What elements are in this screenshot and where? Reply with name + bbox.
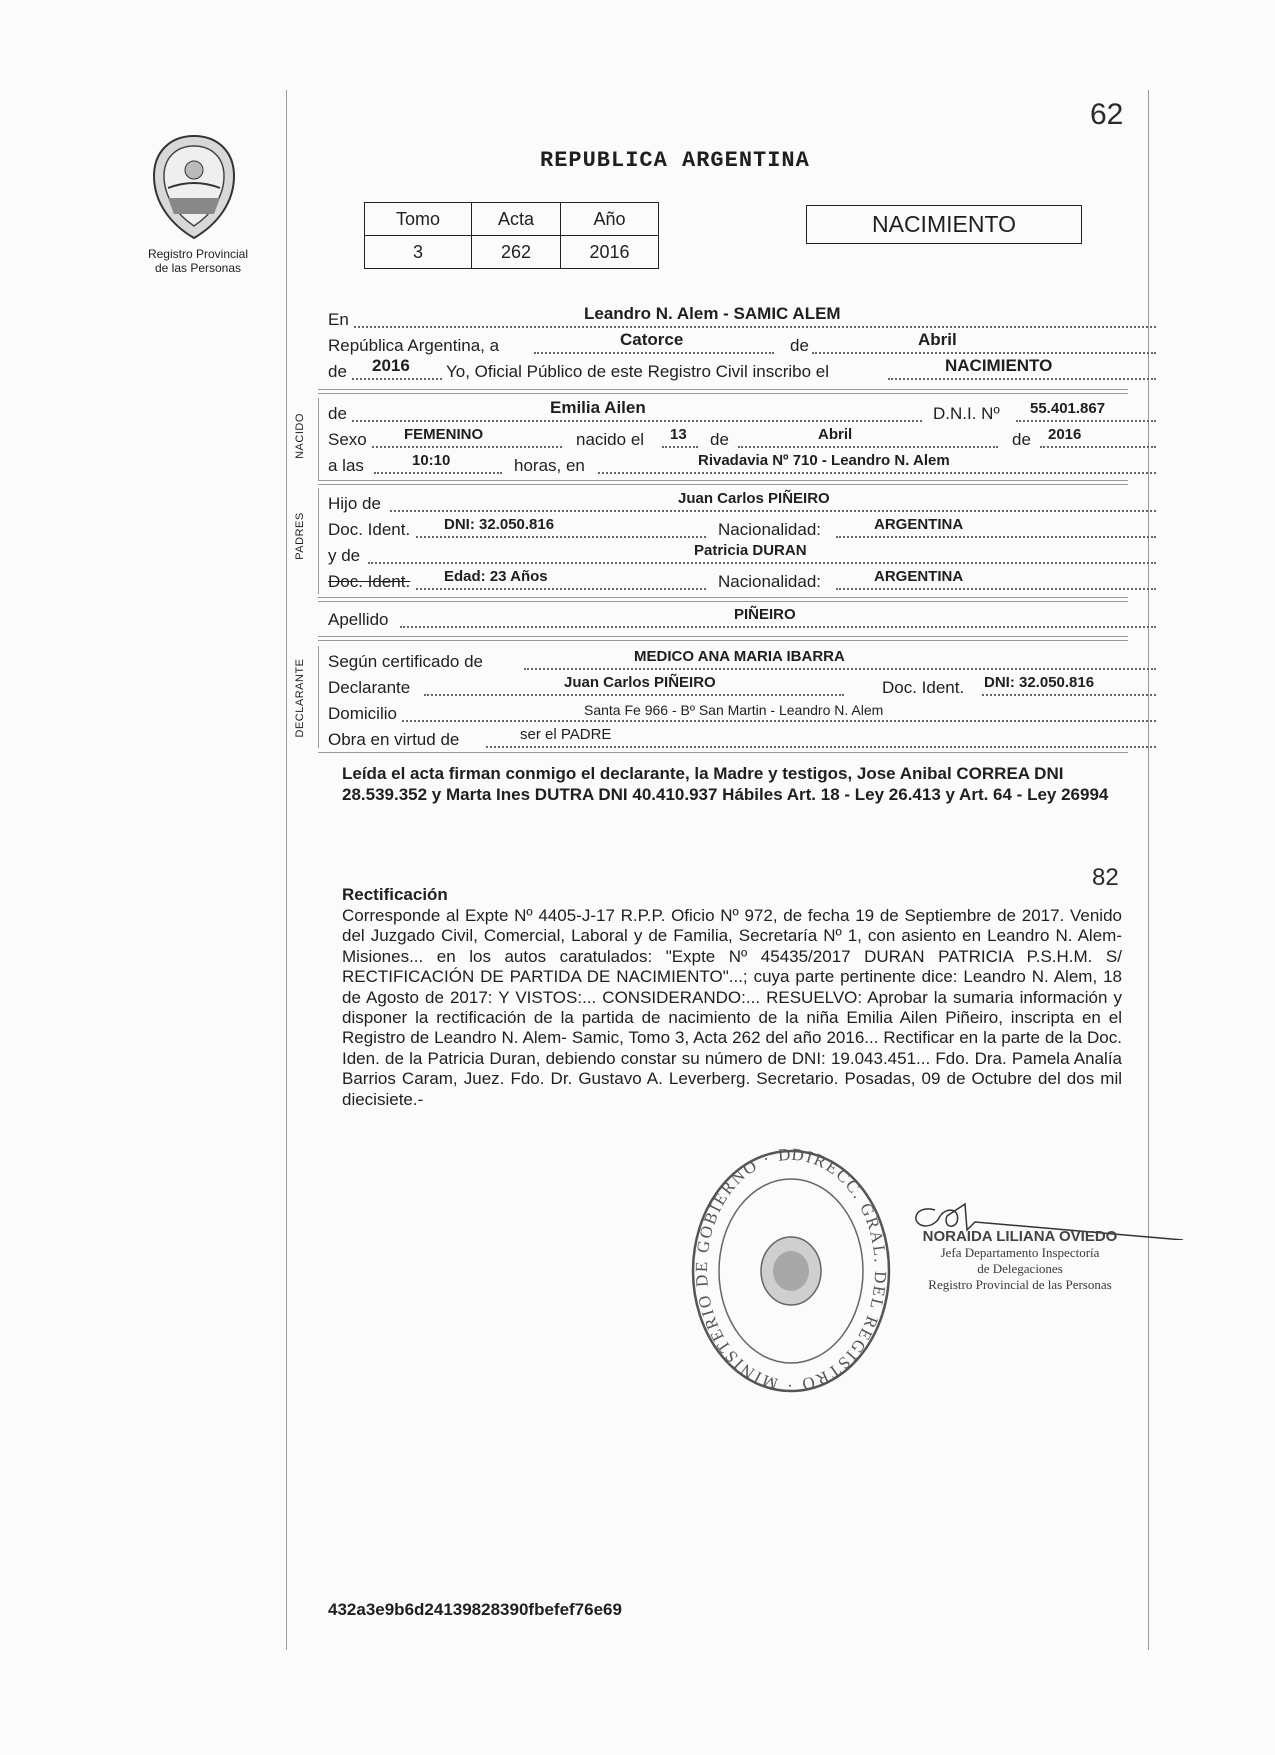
row-certificado — [328, 648, 1128, 674]
decl-doc-label: Doc. Ident. — [882, 678, 965, 697]
oficial-text: Yo, Oficial Público de este Registro Civil inscribo el — [446, 362, 829, 381]
de2-label: de — [328, 362, 347, 381]
mes-value: Abril — [918, 330, 957, 349]
section-divider-3 — [318, 597, 1128, 602]
madre-doc-dots — [416, 588, 706, 590]
apellido-label: Apellido — [328, 610, 389, 629]
tomo-acta-table — [364, 202, 659, 269]
signatory-title-line1: Jefa Departamento Inspectoría — [940, 1245, 1100, 1260]
declarante-field-label: Declarante — [328, 678, 411, 697]
dia-value: Catorce — [620, 330, 684, 349]
acta-value: 262 — [472, 236, 561, 269]
hijo-de-label: Hijo de — [328, 494, 381, 513]
anio-header: Año — [560, 203, 658, 236]
domicilio-value: Santa Fe 966 - Bº San Martin - Leandro N. Alem — [584, 702, 884, 718]
dia-nac-dots — [662, 446, 698, 448]
de-label: de — [790, 336, 809, 355]
dia-dots — [534, 352, 774, 354]
padres-label: PADRES — [294, 512, 306, 560]
logo-caption — [128, 247, 268, 275]
stamp-text: DIRECC. GRAL. DEL REGISTRO · MINISTERIO DE GOBIERNO · D — [691, 1146, 891, 1396]
acta-header: Acta — [472, 203, 561, 236]
certificado-value: MEDICO ANA MARIA IBARRA — [634, 648, 845, 665]
certificado-label: Según certificado de — [328, 652, 483, 671]
signatory-title-line2: de Delegaciones — [977, 1261, 1063, 1276]
padre-dots — [390, 510, 1156, 512]
domicilio-label: Domicilio — [328, 704, 397, 723]
row-domicilio — [328, 700, 1128, 726]
anio-inscripcion-value: 2016 — [372, 356, 410, 375]
en-value: Leandro N. Alem - SAMIC ALEM — [584, 304, 841, 323]
doc-ident-2-label: Doc. Ident. — [328, 572, 411, 591]
anio-dots — [352, 378, 442, 380]
nacido-label: NACIDO — [294, 413, 306, 459]
dia-nac-value: 13 — [670, 426, 687, 443]
madre-nac-dots — [836, 588, 1156, 590]
row-declarante — [328, 674, 1128, 700]
apellido-value: PIÑEIRO — [734, 606, 796, 623]
left-margin-line — [286, 90, 287, 1650]
padre-doc-value: DNI: 32.050.816 — [444, 516, 555, 533]
right-margin-line — [1148, 90, 1149, 1650]
decl-doc-dots — [982, 694, 1156, 696]
padre-nac-dots — [836, 536, 1156, 538]
document-title: REPUBLICA ARGENTINA — [540, 148, 810, 173]
nombre-value: Emilia Ailen — [550, 398, 646, 417]
signature-block — [905, 1228, 1135, 1293]
document-hash: 432a3e9b6d24139828390fbefef76e69 — [328, 1600, 622, 1619]
declarante-value: Juan Carlos PIÑEIRO — [564, 674, 716, 691]
anio-value: 2016 — [560, 236, 658, 269]
obra-label: Obra en virtud de — [328, 730, 460, 749]
row-en — [328, 306, 1128, 332]
dni-dots — [1016, 420, 1156, 422]
nacido-bar — [318, 398, 319, 480]
mes-nac-dots — [738, 446, 998, 448]
section-divider-2 — [318, 480, 1128, 485]
obra-value: ser el PADRE — [520, 726, 612, 743]
doc-ident-label: Doc. Ident. — [328, 520, 411, 539]
decl-doc-value: DNI: 32.050.816 — [984, 674, 1095, 691]
padre-doc-dots — [416, 536, 706, 538]
cert-dots — [524, 668, 1156, 670]
anio-nac-value: 2016 — [1048, 426, 1082, 443]
rectificacion-number: 82 — [1092, 864, 1119, 891]
sexo-value: FEMENINO — [404, 426, 484, 443]
row-sexo — [328, 426, 1128, 452]
apellido-dots — [400, 626, 1156, 628]
row-hijo — [328, 490, 1128, 516]
row-oficial — [328, 358, 1128, 384]
row-madre-doc — [328, 568, 1128, 594]
dom-dots — [402, 720, 1156, 722]
signatory-name: NORAIDA LILIANA OVIEDO — [922, 1228, 1118, 1245]
mes-nac-value: Abril — [818, 426, 853, 443]
sexo-dots — [372, 446, 562, 448]
row-hora — [328, 452, 1128, 478]
rectificacion-body: Corresponde al Expte Nº 4405-J-17 R.P.P. Oficio Nº 972, de fecha 19 de Septiembre de 2017. Venido del Juzgado Civil, Comercial, Laboral y de Familia, Secretaría Nº 1, con asiento en Leandro N. Alem-Misiones... en los autos caratulados: "Expte Nº 45435/2017 DURAN PATRICIA P.S.H.M. S/ RECTIFICACIÓN DE PARTIDA DE NACIMIENTO"...; cuya parte pertinente dice: Leandro N. Alem, 18 de Agosto de 2017: Y VISTOS:... CONSIDERANDO:... RESUELVO: Aprobar la sumaria información y disponer la rectificación de la partida de nacimiento de la niña Emilia Ailen Piñeiro, inscripta en el Registro de Leandro N. Alem- Samic, Tomo 3, Acta 262 del año 2016... Rectificar en la parte de la Doc. Iden. de la Patricia Duran, debiendo constar su número de DNI: 19.043.451... Fdo. Dra. Pamela Analía Barrios Caram, Juez. Fdo. Dr. Gustavo A. Leverberg. Secretario. Posadas, 09 de Octubre del dos mil diecisiete.- — [342, 906, 1122, 1109]
nombre-de-label: de — [328, 404, 347, 423]
anio-nac-dots — [1040, 446, 1156, 448]
section-divider-5 — [318, 752, 1128, 753]
nacido-el-label: nacido el — [576, 430, 645, 449]
row-republica — [328, 332, 1128, 358]
y-de-label: y de — [328, 546, 361, 565]
page-number: 62 — [1090, 98, 1124, 131]
section-divider-1 — [318, 389, 1128, 394]
dni-value: 55.401.867 — [1030, 400, 1106, 417]
inscribe-dots — [888, 378, 1156, 380]
row-nombre — [328, 400, 1128, 426]
lugar-value: Rivadavia Nº 710 - Leandro N. Alem — [698, 452, 950, 469]
madre-nac-value: ARGENTINA — [874, 568, 964, 585]
obra-dots — [486, 746, 1156, 748]
padres-bar — [318, 488, 319, 594]
lugar-dots — [598, 472, 1156, 474]
tomo-value: 3 — [365, 236, 472, 269]
logo-caption-line1: Registro Provincial — [147, 247, 249, 261]
alas-label: a las — [328, 456, 364, 475]
horas-en-label: horas, en — [514, 456, 585, 475]
hora-dots — [374, 472, 502, 474]
sexo-label: Sexo — [328, 430, 367, 449]
dni-label: D.N.I. Nº — [933, 404, 1000, 423]
en-dots — [354, 326, 1156, 328]
en-label: En — [328, 310, 349, 329]
province-seal-logo — [148, 132, 240, 242]
de4-label: de — [1012, 430, 1031, 449]
section-divider-4 — [318, 636, 1128, 641]
republica-label: República Argentina, a — [328, 336, 500, 355]
declarante-label: DECLARANTE — [294, 658, 306, 738]
madre-value: Patricia DURAN — [694, 542, 807, 559]
rectificacion-title: Rectificación — [342, 885, 448, 904]
row-padre-doc — [328, 516, 1128, 542]
record-type-box: NACIMIENTO — [806, 205, 1082, 244]
row-madre — [328, 542, 1128, 568]
madre-dots — [368, 562, 1156, 564]
nombre-dots — [352, 420, 922, 422]
padre-value: Juan Carlos PIÑEIRO — [678, 490, 830, 507]
signatory-title-line3: Registro Provincial de las Personas — [928, 1277, 1112, 1292]
mes-dots — [812, 352, 1156, 354]
padre-nac-value: ARGENTINA — [874, 516, 964, 533]
nacionalidad-label: Nacionalidad: — [718, 520, 822, 539]
inscribe-value: NACIMIENTO — [945, 356, 1053, 375]
declarante-bar — [318, 646, 319, 748]
logo-caption-line2: de las Personas — [154, 261, 242, 275]
hora-value: 10:10 — [412, 452, 451, 469]
official-stamp — [686, 1146, 896, 1396]
decl-dots — [424, 694, 844, 696]
tomo-header: Tomo — [365, 203, 472, 236]
closing-statement: Leída el acta firman conmigo el declarante, la Madre y testigos, Jose Anibal CORREA DNI 28.539.352 y Marta Ines DUTRA DNI 40.410.937 Hábiles Art. 18 - Ley 26.413 y Art. 64 - Ley 26994 — [342, 764, 1109, 804]
madre-doc-value: Edad: 23 Años — [444, 568, 548, 585]
de3-label: de — [710, 430, 729, 449]
nacionalidad-2-label: Nacionalidad: — [718, 572, 822, 591]
row-obra — [328, 726, 1128, 752]
row-apellido — [328, 606, 1128, 632]
